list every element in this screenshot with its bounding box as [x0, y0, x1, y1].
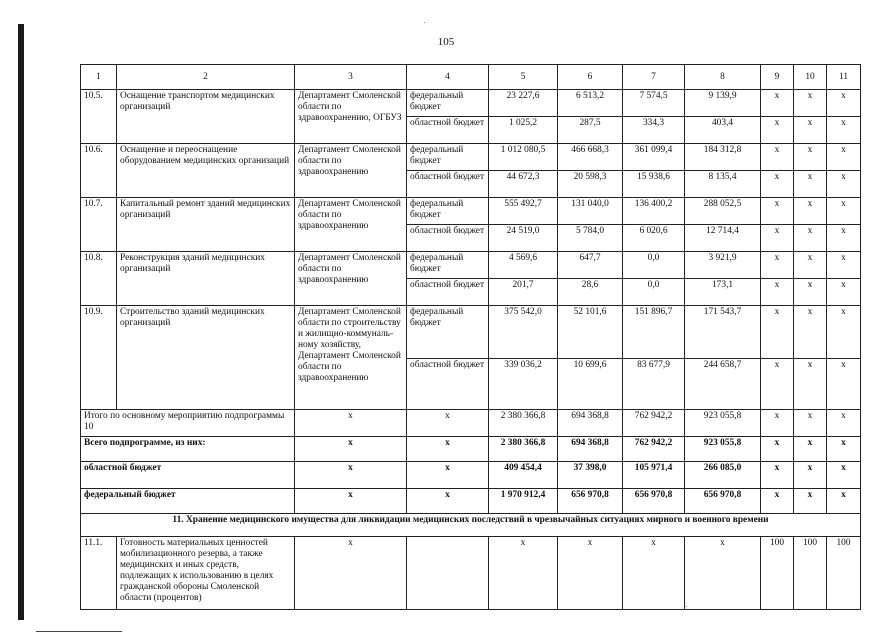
- summary-year-1: 694 368,8: [558, 410, 623, 437]
- indicator-1: 100: [761, 537, 794, 610]
- summary-indicator-3: х: [827, 489, 861, 514]
- value-total: 4 569,6: [489, 252, 558, 279]
- value-year-3: 288 052,5: [685, 198, 761, 225]
- summary-indicator-1: х: [761, 437, 794, 462]
- summary-year-1: 37 398,0: [558, 462, 623, 489]
- column-number-header: 11: [827, 65, 861, 90]
- indicator-3: х: [827, 306, 861, 359]
- summary-col-3: х: [295, 489, 407, 514]
- column-number-header: 2: [117, 65, 295, 90]
- summary-total: 1 970 912,4: [489, 489, 558, 514]
- summary-year-3: 266 085,0: [685, 462, 761, 489]
- indicator-3: 100: [827, 537, 861, 610]
- summary-indicator-2: х: [794, 437, 827, 462]
- value-year-2: х: [623, 537, 685, 610]
- value-year-1: 28,6: [558, 279, 623, 306]
- scan-edge-bar: [18, 24, 24, 620]
- funding-source: областной бюджет: [407, 359, 489, 410]
- value-total: 375 542,0: [489, 306, 558, 359]
- responsible-department: х: [295, 537, 407, 610]
- funding-source: областной бюджет: [407, 171, 489, 198]
- value-year-1: 20 598,3: [558, 171, 623, 198]
- activity-name: Реконструкция зданий медицинских организаций: [117, 252, 295, 306]
- value-total: 339 036,2: [489, 359, 558, 410]
- summary-col-3: х: [295, 462, 407, 489]
- responsible-department: Департамент Смоленской области по здравоохранению: [295, 144, 407, 198]
- indicator-2: х: [794, 359, 827, 410]
- value-year-3: х: [685, 537, 761, 610]
- footnote-rule: [36, 631, 122, 632]
- value-year-2: 151 896,7: [623, 306, 685, 359]
- summary-indicator-3: х: [827, 410, 861, 437]
- summary-indicator-2: х: [794, 462, 827, 489]
- summary-row: [81, 410, 861, 437]
- indicator-3: х: [827, 117, 861, 144]
- indicator-3: х: [827, 90, 861, 117]
- value-year-3: 171 543,7: [685, 306, 761, 359]
- value-total: 44 672,3: [489, 171, 558, 198]
- column-number-header: 1: [81, 65, 117, 90]
- summary-col-4: х: [407, 437, 489, 462]
- budget-table: [80, 64, 861, 610]
- summary-year-2: 105 971,4: [623, 462, 685, 489]
- page-number: 105: [437, 36, 455, 48]
- indicator-1: х: [761, 279, 794, 306]
- column-number-header: 4: [407, 65, 489, 90]
- indicator-2: 100: [794, 537, 827, 610]
- responsible-department: Департамент Смоленской области по здравоохранению: [295, 252, 407, 306]
- value-year-1: 466 668,3: [558, 144, 623, 171]
- indicator-2: х: [794, 225, 827, 252]
- value-year-1: 6 513,2: [558, 90, 623, 117]
- responsible-department: Департамент Смоленской области по здравоохранению, ОГБУЗ: [295, 90, 407, 144]
- value-year-3: 184 312,8: [685, 144, 761, 171]
- indicator-1: х: [761, 306, 794, 359]
- summary-indicator-2: х: [794, 410, 827, 437]
- summary-total: 2 380 366,8: [489, 437, 558, 462]
- table-row: [81, 306, 861, 359]
- table-body: [81, 65, 861, 610]
- value-year-2: 334,3: [623, 117, 685, 144]
- summary-indicator-2: х: [794, 489, 827, 514]
- value-year-2: 83 677,9: [623, 359, 685, 410]
- value-total: х: [489, 537, 558, 610]
- funding-source: областной бюджет: [407, 225, 489, 252]
- scan-speck: [424, 22, 425, 23]
- indicator-2: х: [794, 90, 827, 117]
- funding-source: федеральный бюджет: [407, 144, 489, 171]
- value-year-1: 287,5: [558, 117, 623, 144]
- summary-label: Итого по основному мероприятию подпрограммы 10: [81, 410, 295, 437]
- indicator-2: х: [794, 306, 827, 359]
- summary-year-3: 923 055,8: [685, 410, 761, 437]
- value-year-1: 52 101,6: [558, 306, 623, 359]
- indicator-2: х: [794, 252, 827, 279]
- funding-source: федеральный бюджет: [407, 306, 489, 359]
- summary-indicator-1: х: [761, 410, 794, 437]
- indicator-3: х: [827, 225, 861, 252]
- table-row: [81, 537, 861, 610]
- value-year-2: 6 020,6: [623, 225, 685, 252]
- activity-name: Готовность материальных ценностей мобилизационного резерва, а также медицинских и иных средств, подлежащих к использованию в целях гражданской обороны Смоленской области (процентов): [117, 537, 295, 610]
- table-row: [81, 252, 861, 279]
- activity-name: Оснащение транспортом медицинских организаций: [117, 90, 295, 144]
- indicator-3: х: [827, 198, 861, 225]
- summary-col-3: х: [295, 437, 407, 462]
- header-row: [81, 65, 861, 90]
- value-year-3: 244 658,7: [685, 359, 761, 410]
- summary-total: 2 380 366,8: [489, 410, 558, 437]
- indicator-1: х: [761, 117, 794, 144]
- section-row: [81, 514, 861, 537]
- activity-number: 10.9.: [81, 306, 117, 410]
- summary-label: областной бюджет: [81, 462, 295, 489]
- table-row: [81, 198, 861, 225]
- summary-indicator-3: х: [827, 462, 861, 489]
- summary-year-1: 656 970,8: [558, 489, 623, 514]
- summary-indicator-3: х: [827, 437, 861, 462]
- value-total: 24 519,0: [489, 225, 558, 252]
- column-number-header: 10: [794, 65, 827, 90]
- indicator-2: х: [794, 198, 827, 225]
- summary-year-3: 656 970,8: [685, 489, 761, 514]
- value-year-3: 8 135,4: [685, 171, 761, 198]
- value-year-3: 3 921,9: [685, 252, 761, 279]
- value-year-3: 12 714,4: [685, 225, 761, 252]
- indicator-3: х: [827, 252, 861, 279]
- summary-col-4: х: [407, 489, 489, 514]
- summary-year-2: 762 942,2: [623, 437, 685, 462]
- value-year-3: 173,1: [685, 279, 761, 306]
- responsible-department: Департамент Смоленской области по строительству и жилищно-коммуналь-ному хозяйству, Департамент Смоленской области по здравоохранению: [295, 306, 407, 410]
- column-number-header: 6: [558, 65, 623, 90]
- summary-row: [81, 462, 861, 489]
- summary-label: федеральный бюджет: [81, 489, 295, 514]
- indicator-1: х: [761, 144, 794, 171]
- indicator-1: х: [761, 198, 794, 225]
- table-row: [81, 90, 861, 117]
- summary-year-3: 923 055,8: [685, 437, 761, 462]
- value-total: 555 492,7: [489, 198, 558, 225]
- summary-col-4: х: [407, 410, 489, 437]
- summary-total: 409 454,4: [489, 462, 558, 489]
- value-total: 1 025,2: [489, 117, 558, 144]
- table-row: [81, 144, 861, 171]
- summary-col-4: х: [407, 462, 489, 489]
- indicator-2: х: [794, 171, 827, 198]
- indicator-2: х: [794, 117, 827, 144]
- activity-name: Строительство зданий медицинских организаций: [117, 306, 295, 410]
- activity-number: 10.5.: [81, 90, 117, 144]
- responsible-department: Департамент Смоленской области по здравоохранению: [295, 198, 407, 252]
- summary-col-3: х: [295, 410, 407, 437]
- indicator-2: х: [794, 279, 827, 306]
- funding-source: областной бюджет: [407, 117, 489, 144]
- value-total: 201,7: [489, 279, 558, 306]
- column-number-header: 3: [295, 65, 407, 90]
- funding-source: областной бюджет: [407, 279, 489, 306]
- activity-name: Оснащение и переоснащение оборудованием медицинских организаций: [117, 144, 295, 198]
- value-year-1: х: [558, 537, 623, 610]
- summary-indicator-1: х: [761, 462, 794, 489]
- indicator-1: х: [761, 252, 794, 279]
- indicator-3: х: [827, 359, 861, 410]
- value-year-2: 0,0: [623, 279, 685, 306]
- activity-number: 11.1.: [81, 537, 117, 610]
- activity-number: 10.8.: [81, 252, 117, 306]
- value-year-3: 9 139,9: [685, 90, 761, 117]
- indicator-1: х: [761, 225, 794, 252]
- column-number-header: 7: [623, 65, 685, 90]
- funding-source: [407, 537, 489, 610]
- indicator-3: х: [827, 171, 861, 198]
- activity-number: 10.7.: [81, 198, 117, 252]
- summary-row: [81, 489, 861, 514]
- activity-name: Капитальный ремонт зданий медицинских организаций: [117, 198, 295, 252]
- summary-label: Всего подпрограмме, из них:: [81, 437, 295, 462]
- value-total: 1 012 080,5: [489, 144, 558, 171]
- indicator-3: х: [827, 144, 861, 171]
- funding-source: федеральный бюджет: [407, 198, 489, 225]
- column-number-header: 8: [685, 65, 761, 90]
- activity-number: 10.6.: [81, 144, 117, 198]
- value-year-2: 15 938,6: [623, 171, 685, 198]
- column-number-header: 5: [489, 65, 558, 90]
- column-number-header: 9: [761, 65, 794, 90]
- value-total: 23 227,6: [489, 90, 558, 117]
- value-year-1: 131 040,0: [558, 198, 623, 225]
- summary-indicator-1: х: [761, 489, 794, 514]
- funding-source: федеральный бюджет: [407, 252, 489, 279]
- indicator-1: х: [761, 90, 794, 117]
- section-title: 11. Хранение медицинского имущества для ликвидации медицинских последствий в чрезвычайных ситуациях мирного и военного времени: [81, 514, 861, 537]
- value-year-1: 10 699,6: [558, 359, 623, 410]
- value-year-3: 403,4: [685, 117, 761, 144]
- indicator-1: х: [761, 171, 794, 198]
- value-year-2: 7 574,5: [623, 90, 685, 117]
- value-year-1: 647,7: [558, 252, 623, 279]
- summary-year-2: 762 942,2: [623, 410, 685, 437]
- indicator-3: х: [827, 279, 861, 306]
- value-year-2: 361 099,4: [623, 144, 685, 171]
- value-year-2: 0,0: [623, 252, 685, 279]
- summary-year-1: 694 368,8: [558, 437, 623, 462]
- summary-year-2: 656 970,8: [623, 489, 685, 514]
- funding-source: федеральный бюджет: [407, 90, 489, 117]
- summary-row: [81, 437, 861, 462]
- indicator-1: х: [761, 359, 794, 410]
- value-year-1: 5 784,0: [558, 225, 623, 252]
- indicator-2: х: [794, 144, 827, 171]
- value-year-2: 136 400,2: [623, 198, 685, 225]
